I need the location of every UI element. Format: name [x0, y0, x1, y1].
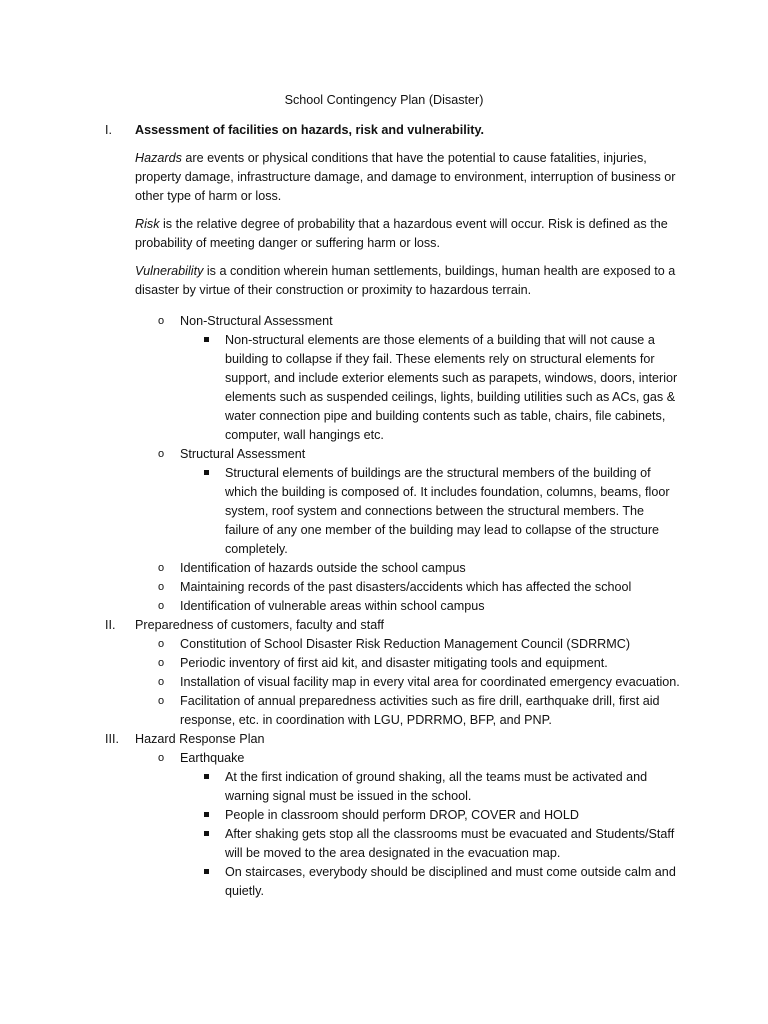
list-item [158, 559, 680, 578]
square-bullet-icon [204, 337, 209, 342]
sub-list-item-text: At the first indication of ground shaking, all the teams must be activated and warning signal must be issued in the school. [225, 770, 648, 803]
list-item [158, 635, 680, 654]
sub-list-item-text: On staircases, everybody should be disciplined and must come outside calm and quietly. [225, 865, 676, 898]
circle-bullet-icon: o [158, 657, 165, 669]
section-2-heading [105, 616, 680, 635]
sub-list-item [225, 768, 680, 806]
list-item-text: Periodic inventory of first aid kit, and disaster mitigating tools and equipment. [180, 656, 608, 670]
circle-bullet-icon: o [158, 448, 165, 460]
square-bullet-icon [204, 774, 209, 779]
sub-list-item [225, 806, 680, 825]
definition-text: are events or physical conditions that have the potential to cause fatalities, injuries, property damage, infrastructure damage, and damage to environment, interruption of business or other type of harm or loss. [135, 151, 676, 203]
definitions [105, 149, 680, 300]
sub-list-item-text: Non-structural elements are those elements of a building that will not cause a building to collapse if they fail. These elements rely on structural elements for support, and include exterior elements such as parapets, windows, doors, interior elements such as suspended ceilings, lights, building utilities such as ACs, gas & water connection pipe and building contents such as table, chairs, file cabinets, computer, wall hangings etc. [225, 333, 678, 442]
list-item [158, 578, 680, 597]
definition-paragraph [105, 149, 680, 206]
sub-list [180, 464, 680, 559]
section-3-list [105, 749, 680, 901]
definition-paragraph [105, 262, 680, 300]
list-item-text: Installation of visual facility map in every vital area for coordinated emergency evacuation. [180, 675, 680, 689]
definition-term: Vulnerability [135, 264, 204, 278]
list-item [158, 692, 680, 730]
section-number: III. [105, 732, 119, 746]
square-bullet-icon [204, 831, 209, 836]
square-bullet-icon [204, 869, 209, 874]
section-number: I. [105, 123, 112, 137]
section-heading: Hazard Response Plan [135, 732, 265, 746]
circle-bullet-icon: o [158, 752, 165, 764]
definition-paragraph [105, 215, 680, 253]
list-item-text: Identification of hazards outside the school campus [180, 561, 466, 575]
square-bullet-icon [204, 812, 209, 817]
circle-bullet-icon: o [158, 695, 165, 707]
sub-list [180, 331, 680, 445]
list-item-text: Identification of vulnerable areas within school campus [180, 599, 485, 613]
circle-bullet-icon: o [158, 562, 165, 574]
sub-list-item [225, 825, 680, 863]
list-item [158, 597, 680, 616]
list-item-text: Earthquake [180, 751, 245, 765]
list-item-text: Structural Assessment [180, 447, 306, 461]
section-3-heading [105, 730, 680, 749]
list-item [158, 312, 680, 445]
sub-list-item-text: Structural elements of buildings are the structural members of the building of which the building is composed of. It includes foundation, columns, beams, floor system, roof system and connections between the structural members. The failure of any one member of the building may lead to collapse of the structure completely. [225, 466, 670, 556]
circle-bullet-icon: o [158, 600, 165, 612]
circle-bullet-icon: o [158, 676, 165, 688]
list-item-text: Facilitation of annual preparedness activities such as fire drill, earthquake drill, first aid response, etc. in coordination with LGU, PDRRMO, BFP, and PNP. [180, 694, 660, 727]
section-number: II. [105, 618, 116, 632]
definition-text: is a condition wherein human settlements, buildings, human health are exposed to a disaster by virtue of their construction or proximity to hazardous terrain. [135, 264, 676, 297]
section-2-list [105, 635, 680, 730]
section-1-list [105, 312, 680, 616]
definition-text: is the relative degree of probability that a hazardous event will occur. Risk is defined as the probability of meeting danger or suffering harm or loss. [135, 217, 668, 250]
list-item-text: Non-Structural Assessment [180, 314, 333, 328]
list-item [158, 749, 680, 901]
circle-bullet-icon: o [158, 638, 165, 650]
section-1-heading [105, 121, 680, 140]
square-bullet-icon [204, 470, 209, 475]
page-title: School Contingency Plan (Disaster) [284, 93, 484, 107]
definition-term: Hazards [135, 151, 182, 165]
sub-list-item [225, 464, 680, 559]
document-body [105, 121, 680, 901]
sub-list-item-text: After shaking gets stop all the classrooms must be evacuated and Students/Staff will be moved to the area designated in the evacuation map. [225, 827, 675, 860]
section-heading: Preparedness of customers, faculty and staff [135, 618, 384, 632]
sub-list [180, 768, 680, 901]
sub-list-item-text: People in classroom should perform DROP, COVER and HOLD [225, 808, 579, 822]
definition-term: Risk [135, 217, 160, 231]
list-item-text: Constitution of School Disaster Risk Reduction Management Council (SDRRMC) [180, 637, 631, 651]
list-item [158, 654, 680, 673]
list-item-text: Maintaining records of the past disasters/accidents which has affected the school [180, 580, 632, 594]
circle-bullet-icon: o [158, 315, 165, 327]
circle-bullet-icon: o [158, 581, 165, 593]
list-item [158, 673, 680, 692]
sub-list-item [225, 863, 680, 901]
list-item [158, 445, 680, 559]
sub-list-item [225, 331, 680, 445]
section-heading: Assessment of facilities on hazards, risk and vulnerability. [135, 123, 485, 137]
